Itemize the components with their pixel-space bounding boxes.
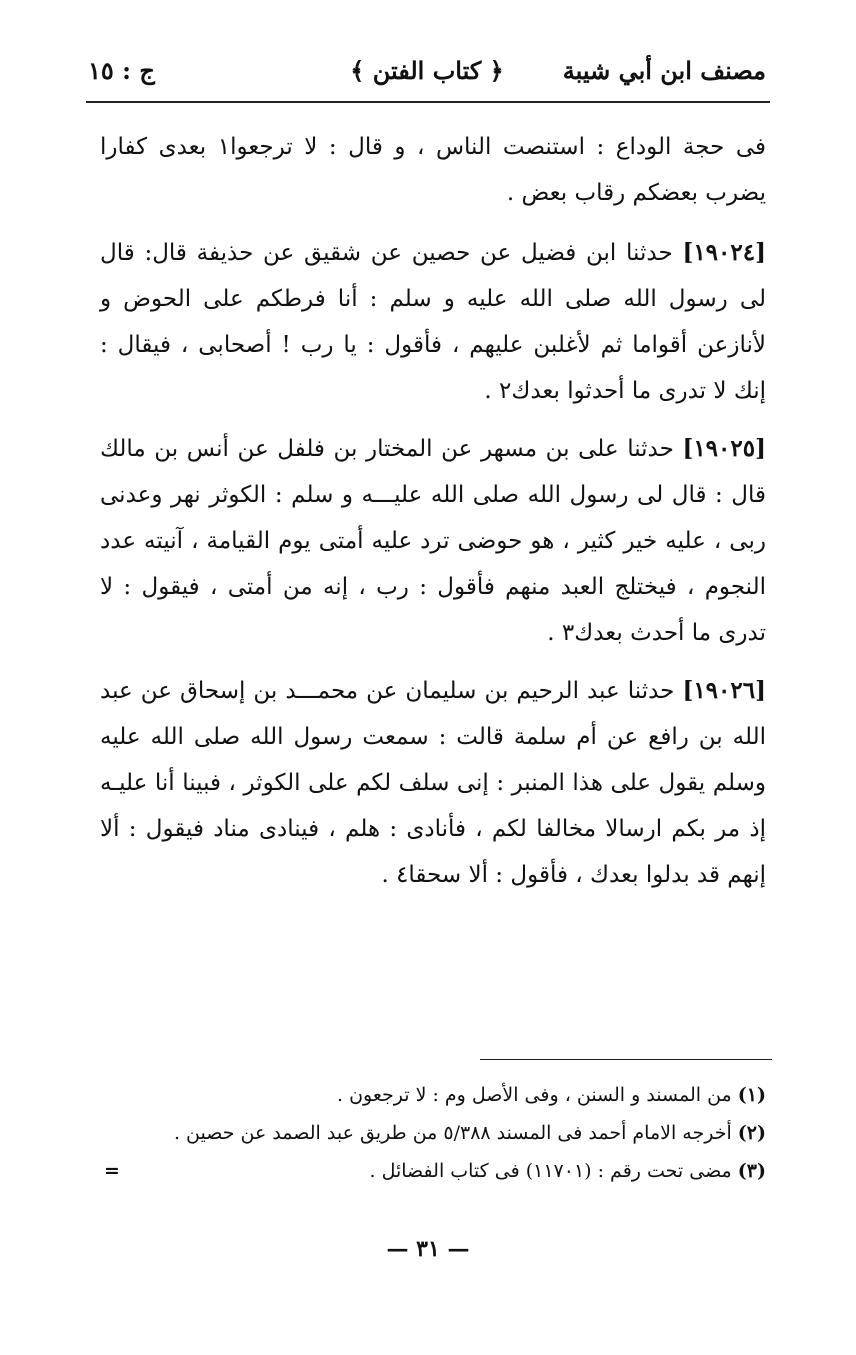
chapter-title: ﴿ كتاب الفتن ﴾ — [350, 56, 504, 85]
header-divider — [86, 101, 770, 103]
footnote-number: (١) — [737, 1084, 766, 1106]
page-header — [88, 56, 766, 96]
hadith-text: حدثنا ابن فضيل عن حصين عن شقيق عن حذيفة قال: قال لى رسول الله صلى الله عليه و سلم : أنا فرطكم على الحوض و لأنازعن أقواما ثم لأغلبن عليهم ، فأقول : يا رب ! أصحابى ، فيقال : إنك لا تدرى ما أحدثوا بعدك٢ . — [100, 240, 766, 404]
footnote-text: من المسند و السنن ، وفى الأصل وم : لا ترجعون . — [337, 1084, 732, 1106]
footnote-2 — [90, 1114, 766, 1152]
continuation-mark: = — [104, 1160, 120, 1182]
page-number: — ٣١ — — [386, 1236, 470, 1262]
footnote-text: أخرجه الامام أحمد فى المسند ٥/٣٨٨ من طريق عبد الصمد عن حصين . — [173, 1122, 732, 1144]
hadith-number: [١٩٠٢٤] — [682, 239, 766, 266]
volume-number: ج : ١٥ — [88, 56, 155, 85]
book-title: مصنف ابن أبي شيبة — [562, 56, 766, 85]
hadith-19025 — [100, 426, 766, 656]
footnote-1 — [90, 1076, 766, 1114]
main-text — [100, 124, 766, 910]
footnote-divider — [480, 1059, 772, 1060]
paragraph-continuation — [100, 124, 766, 216]
footnote-number: (٣) — [737, 1160, 766, 1182]
hadith-text: حدثنا عبد الرحيم بن سليمان عن محمـــد بن إسحاق عن عبد الله بن رافع عن أم سلمة قالت : سمعت رسول الله صلى الله عليه وسلم يقول على هذا المنبر : إنى سلف لكم على الكوثر ، فبينا أنا عليـه إذ مر بكم ارسالا مخالفا لكم ، فأنادى : هلم ، فينادى مناد فيقول : ألا إنهم قد بدلوا بعدك ، فأقول : ألا سحقا٤ . — [100, 678, 766, 888]
hadith-text: حدثنا على بن مسهر عن المختار بن فلفل عن أنس بن مالك قال : قال لى رسول الله صلى الله عليـــه و سلم : الكوثر نهر وعدنى ربى ، عليه خير كثير ، هو حوضى ترد عليه أمتى يوم القيامة ، آنيته عدد النجوم ، فيختلج العبد منهم فأقول : رب ، إنه من أمتى ، فيقول : لا تدرى ما أحدث بعدك٣ . — [100, 436, 766, 646]
footnote-3 — [90, 1152, 766, 1190]
footnote-number: (٢) — [737, 1122, 766, 1144]
hadith-19026 — [100, 668, 766, 898]
paragraph-text: فى حجة الوداع : استنصت الناس ، و قال : لا ترجعوا١ بعدى كفارا يضرب بعضكم رقاب بعض . — [100, 134, 766, 206]
hadith-number: [١٩٠٢٥] — [682, 435, 766, 462]
footnote-text: مضى تحت رقم : (١١٧٠١) فى كتاب الفضائل . — [369, 1160, 732, 1182]
footnotes — [90, 1076, 766, 1190]
hadith-19024 — [100, 230, 766, 414]
hadith-number: [١٩٠٢٦] — [682, 677, 766, 704]
